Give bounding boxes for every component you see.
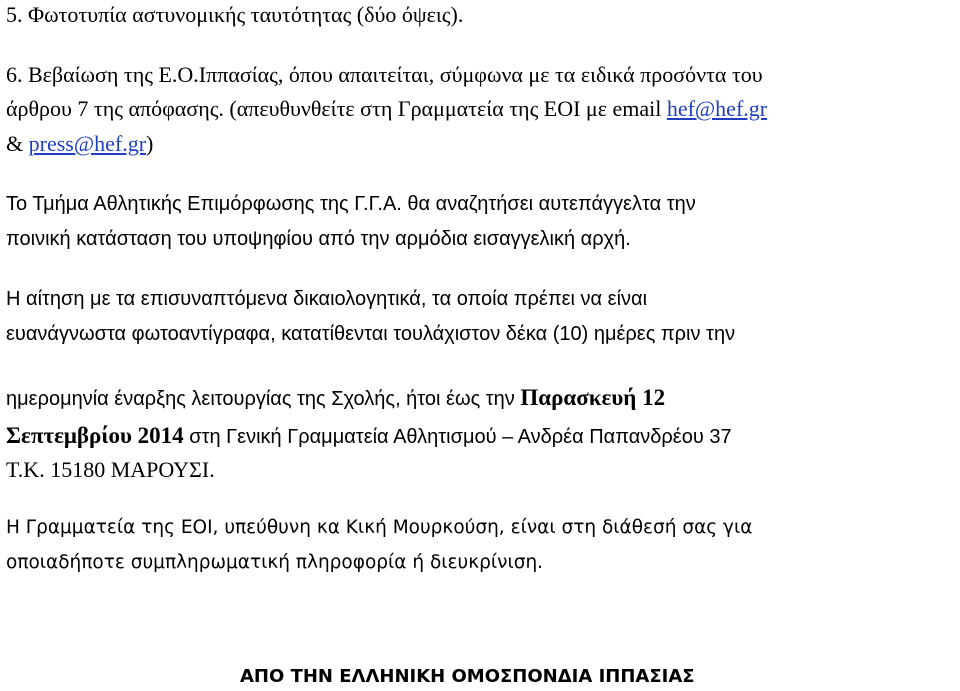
secretariat-line-1: Η Γραμματεία της ΕΟΙ, υπεύθυνη κα Κική Μουρκούση, είναι στη διάθεσή σας για xyxy=(6,517,753,538)
email-link-hef[interactable]: hef@hef.gr xyxy=(666,96,768,121)
application-line-3 xyxy=(6,386,665,409)
deadline-date-part-1: Παρασκευή 12 xyxy=(520,385,666,410)
ampersand: & xyxy=(6,131,29,156)
application-line-2: ευανάγνωστα φωτοαντίγραφα, κατατίθενται τουλάχιστον δέκα (10) ημέρες πριν την xyxy=(6,323,736,345)
email-link-press[interactable]: press@hef.gr xyxy=(28,131,147,156)
secretariat-line-2: οποιαδήποτε συμπληρωματική πληροφορία ή διευκρίνιση. xyxy=(6,552,544,573)
application-line-1: Η αίτηση με τα επισυναπτόμενα δικαιολογητικά, τα οποία πρέπει να είναι xyxy=(6,288,648,310)
item-6-line-1: 6. Βεβαίωση της Ε.Ο.Ιππασίας, όπου απαιτείται, σύμφωνα με τα ειδικά προσόντα του xyxy=(6,62,763,87)
application-line-5: Τ.Κ. 15180 ΜΑΡΟΥΣΙ. xyxy=(6,457,215,482)
gga-paragraph-line-1: Το Τμήμα Αθλητικής Επιμόρφωσης της Γ.Γ.Α. θα αναζητήσει αυτεπάγγελτα την xyxy=(6,193,696,215)
deadline-date-part-2: Σεπτεμβρίου 2014 xyxy=(6,423,184,448)
item-5: 5. Φωτοτυπία αστυνομικής ταυτότητας (δύο όψεις). xyxy=(6,2,464,27)
item-6-line-3 xyxy=(6,133,153,155)
item-6-line-2 xyxy=(6,98,767,120)
footer-signature: ΑΠΟ ΤΗΝ ΕΛΛΗΝΙΚΗ ΟΜΟΣΠΟΝΔΙΑ ΙΠΠΑΣΙΑΣ xyxy=(240,666,695,687)
gga-paragraph-line-2: ποινική κατάσταση του υποψηφίου από την αρμόδια εισαγγελική αρχή. xyxy=(6,228,631,250)
application-line-4 xyxy=(6,424,732,447)
application-line-4-text: στη Γενική Γραμματεία Αθλητισμού – Ανδρέα Παπανδρέου 37 xyxy=(183,426,732,448)
closing-paren: ) xyxy=(146,131,154,156)
application-line-3-text: ημερομηνία έναρξης λειτουργίας της Σχολής, ήτοι έως την xyxy=(6,388,521,410)
item-6-line-2-text: άρθρου 7 της απόφασης. (απευθυνθείτε στη Γραμματεία της ΕΟΙ με email xyxy=(6,96,667,121)
